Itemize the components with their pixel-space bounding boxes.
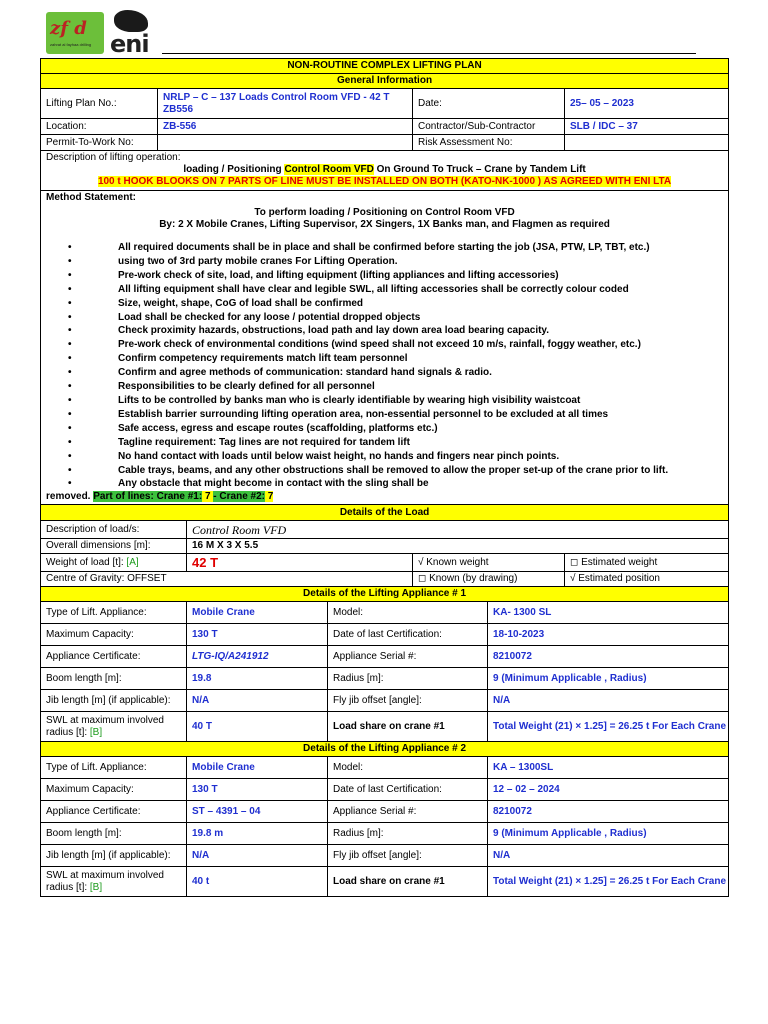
- appliance2-heading: Details of the Lifting Appliance # 2: [41, 742, 729, 757]
- location-label: Location:: [41, 119, 158, 135]
- six-legged-dog-icon: [114, 10, 148, 32]
- bullet-text: using two of 3rd party mobile cranes For Lifting Operation.: [118, 255, 398, 267]
- appliance1-model-value[interactable]: KA- 1300 SL: [488, 602, 729, 624]
- header-rule: [162, 53, 696, 54]
- appliance1-boom-label: Boom length [m]:: [41, 668, 187, 690]
- bullet-text: Establish barrier surrounding lifting operation area, non-essential personnel to be excluded at all times: [118, 408, 609, 420]
- bullet-icon: •: [68, 353, 72, 365]
- method-bullet-item: [46, 366, 723, 380]
- method-line1: To perform loading / Positioning on Control Room VFD: [254, 207, 515, 218]
- method-bullet-item: [46, 422, 723, 436]
- appliance1-type-value[interactable]: Mobile Crane: [187, 602, 328, 624]
- appliance2-swl-label: SWL at maximum involved radius [t]: [B]: [41, 867, 187, 897]
- dims-value[interactable]: 16 M X 3 X 5.5: [187, 539, 729, 554]
- bullet-text: Pre-work check of site, load, and lifting equipment (lifting appliances and lifting accessories): [118, 269, 559, 281]
- bullet-icon: •: [68, 408, 72, 420]
- bullet-icon: •: [68, 381, 72, 393]
- appliance1-share-label: Load share on crane #1: [328, 712, 488, 742]
- appliance2-radius-value[interactable]: 9 (Minimum Applicable , Radius): [488, 823, 729, 845]
- estimated-weight-check[interactable]: ◻ Estimated weight: [565, 554, 729, 572]
- method-bullet-item: [46, 324, 723, 338]
- bullet-text: Confirm and agree methods of communication: standard hand signals & radio.: [118, 367, 492, 379]
- appliance1-capacity-label: Maximum Capacity:: [41, 624, 187, 646]
- risk-value[interactable]: [565, 135, 729, 151]
- bullet-icon: •: [68, 367, 72, 379]
- appliance2-row: [41, 779, 729, 801]
- bullet-icon: •: [68, 450, 72, 462]
- appliance2-capacity-value[interactable]: 130 T: [187, 779, 328, 801]
- bullet-icon: •: [68, 311, 72, 323]
- date-value[interactable]: 25– 05 – 2023: [565, 89, 729, 119]
- method-line2: By: 2 X Mobile Cranes, Lifting Supervisor, 2X Singers, 1X Banks man, and Flagmen as required: [159, 219, 610, 230]
- method-bullet-item: [46, 450, 723, 464]
- plan-title: NON-ROUTINE COMPLEX LIFTING PLAN: [41, 59, 729, 74]
- weight-value[interactable]: 42 T: [187, 554, 413, 572]
- appliance2-flyjib-label: Fly jib offset [angle]:: [328, 845, 488, 867]
- appliance2-share-label: Load share on crane #1: [328, 867, 488, 897]
- method-bullets: [46, 241, 723, 491]
- load-desc-value[interactable]: Control Room VFD: [187, 521, 729, 539]
- plan-no-label: Lifting Plan No.:: [41, 89, 158, 119]
- description-cell: [41, 151, 729, 191]
- appliance2-serial-value[interactable]: 8210072: [488, 801, 729, 823]
- bullet-icon: •: [68, 422, 72, 434]
- bullet-text: Tagline requirement: Tag lines are not required for tandem lift: [118, 436, 410, 448]
- method-statement-cell: [41, 191, 729, 505]
- appliance2-type-label: Type of Lift. Appliance:: [41, 757, 187, 779]
- ptw-label: Permit-To-Work No:: [41, 135, 158, 151]
- bullet-text: Any obstacle that might become in contact with the sling shall be: [118, 478, 429, 490]
- bullet-text: Size, weight, shape, CoG of load shall be confirmed: [118, 297, 364, 309]
- lifting-plan-form: [40, 58, 729, 897]
- method-bullet-item: [46, 241, 723, 255]
- appliance1-serial-label: Appliance Serial #:: [328, 646, 488, 668]
- method-label: Method Statement:: [46, 192, 136, 203]
- appliance2-certificate-label: Appliance Certificate:: [41, 801, 187, 823]
- appliance2-capacity-label: Maximum Capacity:: [41, 779, 187, 801]
- method-bullet-item: [46, 269, 723, 283]
- bullet-icon: •: [68, 464, 72, 476]
- description-highlight: Control Room VFD: [284, 164, 374, 175]
- appliance2-certificate-value[interactable]: ST – 4391 – 04: [187, 801, 328, 823]
- bullet-icon: •: [68, 436, 72, 448]
- appliance1-row: [41, 690, 729, 712]
- bullet-text: Responsibilities to be clearly defined for all personnel: [118, 381, 375, 393]
- appliance1-heading: Details of the Lifting Appliance # 1: [41, 587, 729, 602]
- description-label: Description of lifting operation:: [46, 152, 181, 163]
- method-bullet-item: [46, 436, 723, 450]
- appliance1-boom-value[interactable]: 19.8: [187, 668, 328, 690]
- appliance1-jib-value[interactable]: N/A: [187, 690, 328, 712]
- method-bullet-item: [46, 352, 723, 366]
- bullet-text: Load shall be checked for any loose / potential dropped objects: [118, 311, 421, 323]
- appliance2-cert-date-value[interactable]: 12 – 02 – 2024: [488, 779, 729, 801]
- appliance2-row: [41, 801, 729, 823]
- risk-label: Risk Assessment No:: [413, 135, 565, 151]
- appliance1-swl-label: SWL at maximum involved radius [t]: [B]: [41, 712, 187, 742]
- ptw-value[interactable]: [158, 135, 413, 151]
- bullet-text: Pre-work check of environmental conditions (wind speed shall not exceed 10 m/s, rainfall, foggy weather, etc.): [118, 339, 641, 351]
- known-weight-check[interactable]: √ Known weight: [413, 554, 565, 572]
- method-bullet-item: [46, 283, 723, 297]
- appliance1-model-label: Model:: [328, 602, 488, 624]
- appliance1-row: [41, 646, 729, 668]
- bullet-icon: •: [68, 478, 72, 490]
- bullet-icon: •: [68, 339, 72, 351]
- eni-logo-text: eni: [110, 30, 149, 58]
- appliance1-row: [41, 602, 729, 624]
- parts-of-line: Part of lines: Crane #1: 7 - Crane #2: 7: [93, 491, 274, 503]
- description-line2: 100 t HOOK BLOOKS ON 7 PARTS OF LINE MUST BE INSTALLED ON BOTH (KATO-NK-1000 ) AS AGREED WITH ENI LTA: [97, 176, 672, 187]
- removed-line: removed. Part of lines: Crane #1: 7 - Crane #2: 7: [46, 491, 274, 503]
- appliance2-flyjib-value[interactable]: N/A: [488, 845, 729, 867]
- estimated-position-check[interactable]: √ Estimated position: [565, 572, 729, 587]
- appliance1-certificate-label: Appliance Certificate:: [41, 646, 187, 668]
- bullet-icon: •: [68, 255, 72, 267]
- appliance2-type-value[interactable]: Mobile Crane: [187, 757, 328, 779]
- weight-label: Weight of load [t]: [A]: [41, 554, 187, 572]
- appliance2-row: [41, 823, 729, 845]
- appliance2-row: [41, 845, 729, 867]
- appliance1-type-label: Type of Lift. Appliance:: [41, 602, 187, 624]
- contractor-label: Contractor/Sub-Contractor: [413, 119, 565, 135]
- appliance1-cert-date-value[interactable]: 18-10-2023: [488, 624, 729, 646]
- method-bullet-item: [46, 255, 723, 269]
- appliance1-jib-label: Jib length [m] (if applicable):: [41, 690, 187, 712]
- appliance1-certificate-value[interactable]: LTG-IQ/A241912: [187, 646, 328, 668]
- appliance1-cert-date-label: Date of last Certification:: [328, 624, 488, 646]
- crane2-parts: 7: [264, 491, 274, 503]
- zfd-logo-text: zf d: [50, 18, 87, 39]
- bullet-icon: •: [68, 394, 72, 406]
- appliance2-jib-label: Jib length [m] (if applicable):: [41, 845, 187, 867]
- appliance2-radius-label: Radius [m]:: [328, 823, 488, 845]
- appliance2-serial-label: Appliance Serial #:: [328, 801, 488, 823]
- method-bullet-item: [46, 380, 723, 394]
- appliance2-boom-value[interactable]: 19.8 m: [187, 823, 328, 845]
- description-line1: loading / Positioning Control Room VFD On Ground To Truck – Crane by Tandem Lift: [183, 164, 586, 175]
- general-info-heading: General Information: [41, 74, 729, 89]
- bullet-icon: •: [68, 297, 72, 309]
- date-label: Date:: [413, 89, 565, 119]
- bullet-text: All lifting equipment shall have clear and legible SWL, all lifting accessories shall be correctly colour coded: [118, 283, 629, 295]
- bullet-text: Check proximity hazards, obstructions, load path and lay down area load bearing capacity.: [118, 325, 550, 337]
- crane1-parts: 7: [202, 491, 214, 503]
- known-drawing-check[interactable]: ◻ Known (by drawing): [413, 572, 565, 587]
- bullet-text: Safe access, egress and escape routes (scaffolding, platforms etc.): [118, 422, 438, 434]
- bullet-text: No hand contact with loads until below waist height, no hands and fingers near pinch points.: [118, 450, 560, 462]
- appliance1-swl-value[interactable]: 40 T: [187, 712, 328, 742]
- appliance1-flyjib-label: Fly jib offset [angle]:: [328, 690, 488, 712]
- method-bullet-item: [46, 297, 723, 311]
- bullet-text: Cable trays, beams, and any other obstructions shall be removed to allow the proper set-up of the crane prior to lift.: [118, 464, 669, 476]
- appliance1-flyjib-value[interactable]: N/A: [488, 690, 729, 712]
- method-bullet-item: [46, 464, 723, 478]
- zfd-logo: [46, 12, 104, 54]
- appliance1-capacity-value[interactable]: 130 T: [187, 624, 328, 646]
- eni-logo: [106, 10, 162, 58]
- appliance2-model-value[interactable]: KA – 1300SL: [488, 757, 729, 779]
- bullet-icon: •: [68, 269, 72, 281]
- appliance1-radius-label: Radius [m]:: [328, 668, 488, 690]
- bullet-icon: •: [68, 325, 72, 337]
- contractor-value[interactable]: SLB / IDC – 37: [565, 119, 729, 135]
- bullet-text: Confirm competency requirements match lift team personnel: [118, 353, 408, 365]
- appliance1-serial-value[interactable]: 8210072: [488, 646, 729, 668]
- method-bullet-item: [46, 477, 723, 491]
- appliance2-jib-value[interactable]: N/A: [187, 845, 328, 867]
- method-bullet-item: [46, 311, 723, 325]
- appliance2-model-label: Model:: [328, 757, 488, 779]
- appliance1-share-value[interactable]: Total Weight (21) × 1.25] = 26.25 t For Each Crane: [488, 712, 729, 742]
- zfd-logo-subtext: zahrat al fayhaa drilling: [50, 42, 92, 47]
- appliance1-row: [41, 668, 729, 690]
- load-heading: Details of the Load: [41, 505, 729, 521]
- dims-label: Overall dimensions [m]:: [41, 539, 187, 554]
- appliance2-row: [41, 757, 729, 779]
- appliance2-share-value[interactable]: Total Weight (21) × 1.25] = 26.25 t For Each Crane: [488, 867, 729, 897]
- cog-label: Centre of Gravity: OFFSET: [41, 572, 413, 587]
- appliance1-row: [41, 624, 729, 646]
- appliance2-cert-date-label: Date of last Certification:: [328, 779, 488, 801]
- appliance2-swl-value[interactable]: 40 t: [187, 867, 328, 897]
- location-value[interactable]: ZB-556: [158, 119, 413, 135]
- method-bullet-item: [46, 338, 723, 352]
- method-bullet-item: [46, 394, 723, 408]
- appliance1-radius-value[interactable]: 9 (Minimum Applicable , Radius): [488, 668, 729, 690]
- appliance2-boom-label: Boom length [m]:: [41, 823, 187, 845]
- bullet-icon: •: [68, 242, 72, 253]
- bullet-icon: •: [68, 283, 72, 295]
- bullet-text: All required documents shall be in place and shall be confirmed before starting the job (JSA, PTW, LP, TBT, etc.): [118, 242, 650, 253]
- bullet-text: Lifts to be controlled by banks man who is clearly identifiable by wearing high visibility waistcoat: [118, 394, 581, 406]
- plan-no-value[interactable]: NRLP – C – 137 Loads Control Room VFD - 42 T ZB556: [158, 89, 413, 119]
- load-desc-label: Description of load/s:: [41, 521, 187, 539]
- method-bullet-item: [46, 408, 723, 422]
